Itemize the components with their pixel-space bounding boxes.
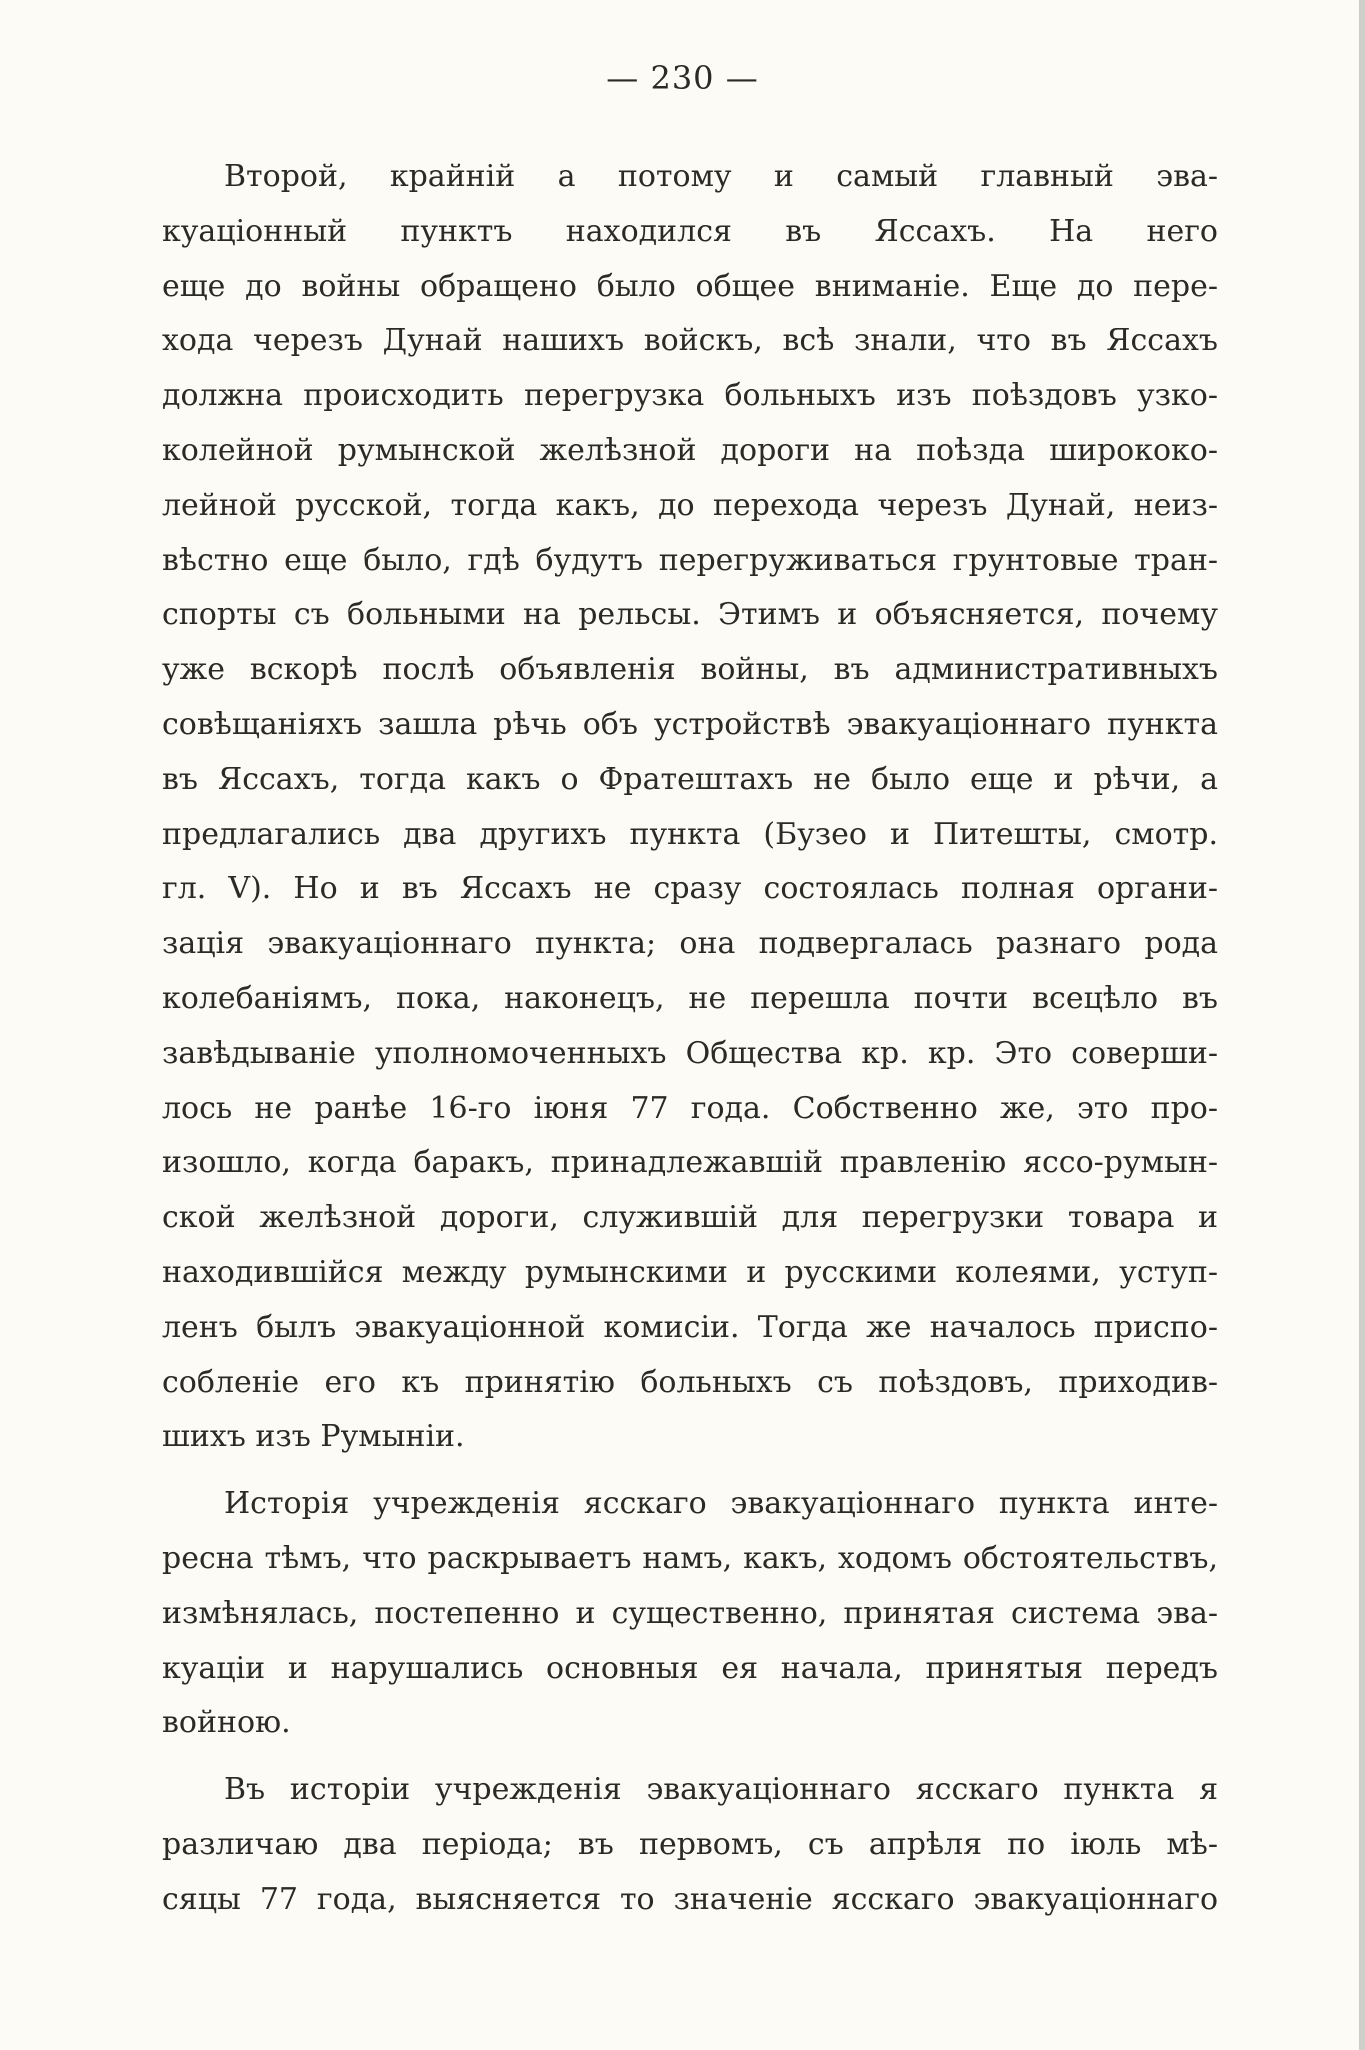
text-line: хода черезъ Дунай нашихъ войскъ, всѣ знали, что въ Яссахъ <box>162 323 1218 359</box>
text-line: въ Яссахъ, тогда какъ о Фратештахъ не было еще и рѣчи, а <box>162 761 1218 797</box>
text-line: изошло, когда баракъ, принадлежавшій правленію яссо-румын- <box>162 1145 1218 1181</box>
paragraph-3 <box>162 1763 1218 1927</box>
text-line: ской желѣзной дороги, служившій для перегрузки товара и <box>162 1200 1218 1236</box>
text-line: предлагались два другихъ пункта (Бузео и Питешты, смотр. <box>162 816 1218 852</box>
text-line: колебаніямъ, пока, наконецъ, не перешла почти всецѣло въ <box>162 980 1218 1016</box>
paragraph-1 <box>162 150 1218 1465</box>
text-line: гл. V). Но и въ Яссахъ не сразу состоялась полная органи- <box>162 871 1218 907</box>
text-line: еще до войны обращено было общее вниманіе. Еще до пере- <box>162 268 1218 304</box>
text-line: куаціи и нарушались основныя ея начала, принятыя передъ <box>162 1650 1218 1686</box>
body-text <box>162 150 1218 1928</box>
text-line: шихъ изъ Румыніи. <box>162 1419 465 1455</box>
text-line: совѣщаніяхъ зашла рѣчь объ устройствѣ эвакуаціоннаго пункта <box>162 706 1218 742</box>
text-line: куаціонный пунктъ находился въ Яссахъ. На него <box>162 213 1218 249</box>
text-line: должна происходить перегрузка больныхъ изъ поѣздовъ узко- <box>162 378 1218 414</box>
text-line: собленіе его къ принятію больныхъ съ поѣздовъ, приходив- <box>162 1364 1218 1400</box>
text-line: Исторія учрежденія ясскаго эвакуаціоннаго пункта инте- <box>224 1486 1218 1522</box>
text-line: лейной русской, тогда какъ, до перехода черезъ Дунай, неиз- <box>162 487 1218 523</box>
text-line: ресна тѣмъ, что раскрываетъ намъ, какъ, ходомъ обстоятельствъ, <box>162 1540 1218 1576</box>
text-line: Въ исторіи учрежденія эвакуаціоннаго ясскаго пункта я <box>224 1772 1218 1808</box>
page-number: — 230 — <box>606 59 759 97</box>
text-line: лось не ранѣе 16-го іюня 77 года. Собственно же, это про- <box>162 1090 1218 1126</box>
text-line: сяцы 77 года, выясняется то значеніе ясскаго эвакуаціоннаго <box>162 1881 1218 1917</box>
text-line: завѣдываніе уполномоченныхъ Общества кр. кр. Это соверши- <box>162 1035 1218 1071</box>
text-line: колейной румынской желѣзной дороги на поѣзда ширококо- <box>162 432 1218 468</box>
text-line: находившійся между румынскими и русскими колеями, уступ- <box>162 1254 1218 1290</box>
page-edge <box>1359 0 1365 2050</box>
text-line: измѣнялась, постепенно и существенно, принятая система эва- <box>162 1595 1218 1631</box>
paragraph-gap <box>162 1465 1218 1477</box>
text-line: Второй, крайній а потому и самый главный эва- <box>224 159 1218 194</box>
text-line: уже вскорѣ послѣ объявленія войны, въ административныхъ <box>162 652 1218 688</box>
text-line: спорты съ больными на рельсы. Этимъ и объясняется, почему <box>162 597 1218 633</box>
text-line: зація эвакуаціоннаго пункта; она подвергалась разнаго рода <box>162 926 1218 962</box>
paragraph-2 <box>162 1477 1218 1751</box>
text-line: войною. <box>162 1705 291 1741</box>
paragraph-gap <box>162 1751 1218 1763</box>
text-line: ленъ былъ эвакуаціонной комисіи. Тогда же началось приспо- <box>162 1309 1218 1345</box>
text-line: вѣстно еще было, гдѣ будутъ перегруживаться грунтовые тран- <box>162 542 1218 578</box>
text-line: различаю два періода; въ первомъ, съ апрѣля по іюль мѣ- <box>162 1826 1218 1862</box>
